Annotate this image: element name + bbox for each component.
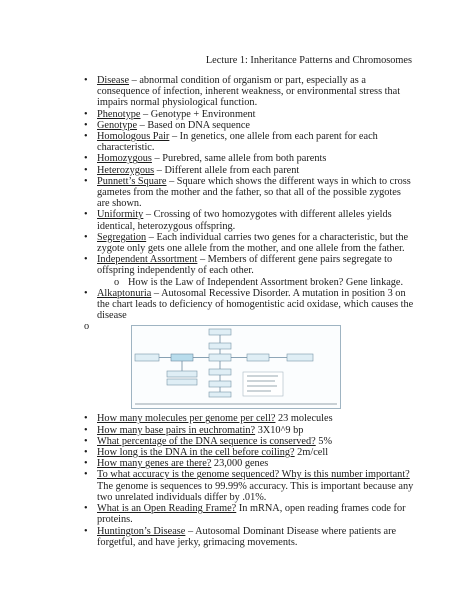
bullet: • [84,119,88,131]
list-item-homologous-pair [84,131,414,153]
definition: – In genetics, one allele from each parent for each characteristic. [97,131,378,154]
bullet: • [84,75,88,86]
term: Uniformity [97,209,144,221]
bullet: • [84,469,88,481]
list-item-uniformity [84,209,414,231]
list-item-sequencing-accuracy [84,469,414,503]
notes-list [84,75,414,548]
term: Disease [97,75,130,86]
answer: 5% [315,435,333,447]
sub-bullet: o [114,276,120,288]
term: Homozygous [97,153,152,165]
definition: – Crossing of two homozygotes with different alleles yields identical, heterozygous offspring. [97,209,392,232]
definition: – Square which shows the different ways in which to cross gametes from the mother and the father, so that all of the possible zygotes are shown. [97,175,411,210]
list-item-huntingtons-disease [84,526,414,548]
list-item-punnetts-square [84,176,414,210]
bullet: • [84,287,88,299]
question: What is an Open Reading Frame? [97,503,237,515]
definition: – Different allele from each parent [154,164,300,176]
bullet: • [84,164,88,176]
bullet: • [84,153,88,165]
bullet: • [84,175,88,187]
term: Alkaptonuria [97,287,152,299]
sub-text: How is the Law of Independent Assortment broken? Gene linkage. [128,276,404,288]
list-item-open-reading-frame [84,503,414,525]
term: Phenotype [97,108,141,120]
answer: 23 molecules [275,413,333,425]
definition: – Autosomal Recessive Disorder. A mutation in position 3 on the chart leads to deficiency of homogentistic acid oxidase, which causes the disease [97,287,414,322]
definition: – abnormal condition of organism or part, especially as a consequence of infection, inherent weakness, or environmental stress that impairs normal physiological function. [97,75,401,109]
bullet: • [84,447,88,459]
definition: – Members of different gene pairs segregate to offspring independently of each other. [97,254,393,277]
list-item-molecules-per-genome [84,413,414,424]
term: Punnett’s Square [97,175,167,187]
list-item-genotype [84,120,414,131]
answer: In mRNA, open reading frames code for proteins. [97,503,406,526]
list-item-base-pairs [84,425,414,436]
list-item-gene-count [84,458,414,469]
bullet: • [84,231,88,243]
bullet: • [84,503,88,515]
bullet: • [84,458,88,470]
term: Segregation [97,231,147,243]
bullet: • [84,525,88,537]
list-item-dna-length [84,447,414,458]
list-item-independent-assortment [84,254,414,276]
term: Independent Assortment [97,254,198,266]
sub-bullet: o [84,321,90,333]
figure-item [84,321,414,413]
list-item-heterozygous [84,165,414,176]
definition: – Autosomal Dominant Disease where patients are forgetful, and have jerky, grimacing movements. [97,525,397,548]
sub-list-item-gene-linkage [84,277,414,288]
list-item-segregation [84,232,414,254]
list-item-dna-conserved [84,436,414,447]
metabolic-pathway-figure [131,325,341,409]
bullet: • [84,424,88,436]
question: How many base pairs in euchromatin? [97,424,256,436]
term: Genotype [97,119,138,131]
answer: The genome is sequences to 99.99% accuracy. This is important because any two unrelated individuals differ by .01%. [97,480,414,503]
list-item-phenotype [84,109,414,120]
list-item-homozygous [84,153,414,164]
answer: 3X10^9 bp [255,424,304,436]
question: How many genes are there? [97,458,212,470]
term: Homologous Pair [97,131,170,143]
list-item-alkaptonuria [84,288,414,322]
definition: – Genotype + Environment [140,108,256,120]
definition: – Based on DNA sequence [137,119,250,131]
question: To what accuracy is the genome sequenced? Why is this number important? [97,469,410,481]
bullet: • [84,131,88,143]
question: How many molecules per genome per cell? [97,413,276,425]
question: What percentage of the DNA sequence is conserved? [97,435,316,447]
answer: 23,000 genes [211,458,269,470]
bullet: • [84,413,88,425]
term: Huntington’s Disease [97,525,186,537]
definition: – Purebred, same allele from both parents [151,153,327,165]
list-item-disease [84,75,414,109]
question: How long is the DNA in the cell before coiling? [97,447,295,459]
bullet: • [84,254,88,266]
definition: – Each individual carries two genes for a characteristic, but the zygote only gets one allele from the mother, and one allele from the father. [97,231,409,255]
term: Heterozygous [97,164,155,176]
bullet: • [84,435,88,447]
answer: 2m/cell [294,447,329,459]
page-title: Lecture 1: Inheritance Patterns and Chromosomes [205,55,412,66]
bullet: • [84,108,88,120]
bullet: • [84,209,88,221]
